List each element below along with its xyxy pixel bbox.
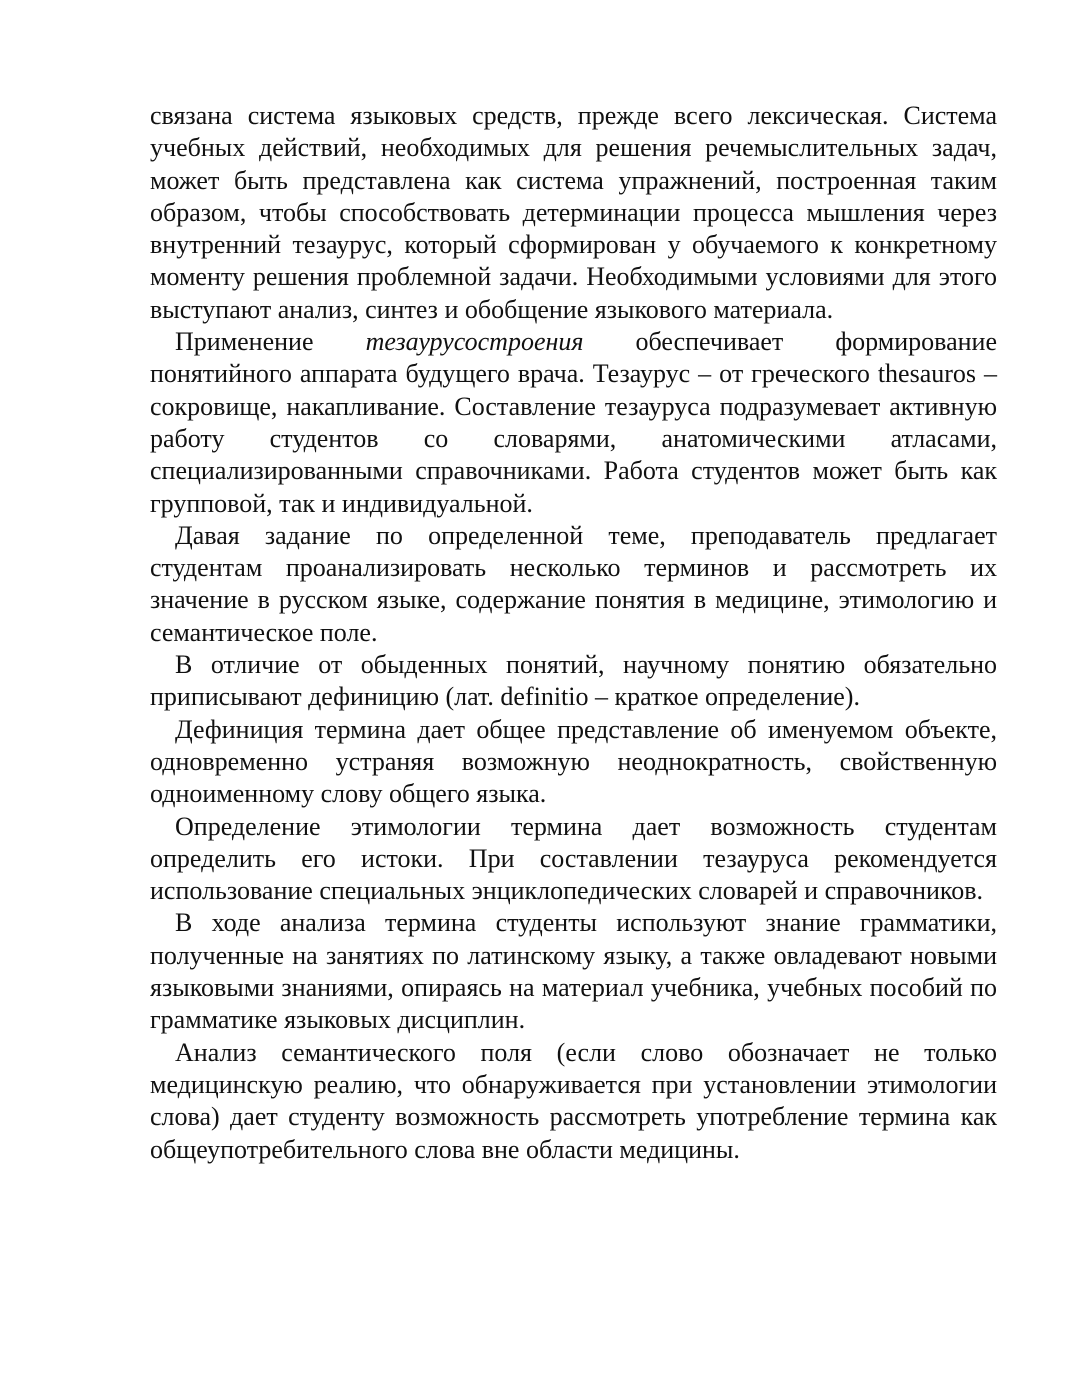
paragraph-term-analysis: В ходе анализа термина студенты используют знание грамматики, полученные на занятиях по латинскому языку, а также овладевают новыми языковыми знаниями, опираясь на материал учебника, учебных пособий по грамматике языковых дисциплин. — [150, 908, 997, 1035]
paragraph-thesaurus-building — [150, 326, 997, 520]
paragraph-text: Применение — [175, 327, 366, 357]
paragraph-etymology: Определение этимологии термина дает возможность студентам определить его истоки. При составлении тезауруса рекомендуется использование специальных энциклопедических словарей и справочников. — [150, 811, 997, 906]
paragraph-term-definition: Дефиниция термина дает общее представление об именуемом объекте, одновременно устраняя возможную неоднократность, свойственную одноименному слову общего языка. — [150, 714, 997, 809]
paragraph-assignment: Давая задание по определенной теме, преподаватель предлагает студентам проанализировать несколько терминов и рассмотреть их значение в русском языке, содержание понятия в медицине, этимологию и семантическое поле. — [150, 520, 997, 647]
paragraph-text: обеспечивает формирование понятийного аппарата будущего врача. Тезаурус – от греческого thesauros – сокровище, накапливание. Составление тезауруса подразумевает активную работу студентов со словарями, анатомическими атласами, специализированными справочниками. Работа студентов может быть как групповой, так и индивидуальной. — [150, 327, 998, 518]
paragraph-semantic-field: Анализ семантического поля (если слово обозначает не только медицинскую реалию, что обнаруживается при установлении этимологии слова) дает студенту возможность рассмотреть употребление термина как общеупотребительного слова вне области медицины. — [150, 1037, 997, 1164]
italic-term: тезаурусостроения — [365, 327, 584, 357]
paragraph-definition-concept: В отличие от обыденных понятий, научному понятию обязательно приписывают дефиницию (лат. definitio – краткое определение). — [150, 650, 997, 712]
document-page — [150, 100, 997, 1166]
paragraph-language-system: связана система языковых средств, прежде всего лексическая. Система учебных действий, необходимых для решения речемыслительных задач, может быть представлена как система упражнений, построенная таким образом, чтобы способствовать детерминации процесса мышления через внутренний тезаурус, который сформирован у обучаемого к конкретному моменту решения проблемной задачи. Необходимыми условиями для этого выступают анализ, синтез и обобщение языкового материала. — [150, 101, 997, 324]
